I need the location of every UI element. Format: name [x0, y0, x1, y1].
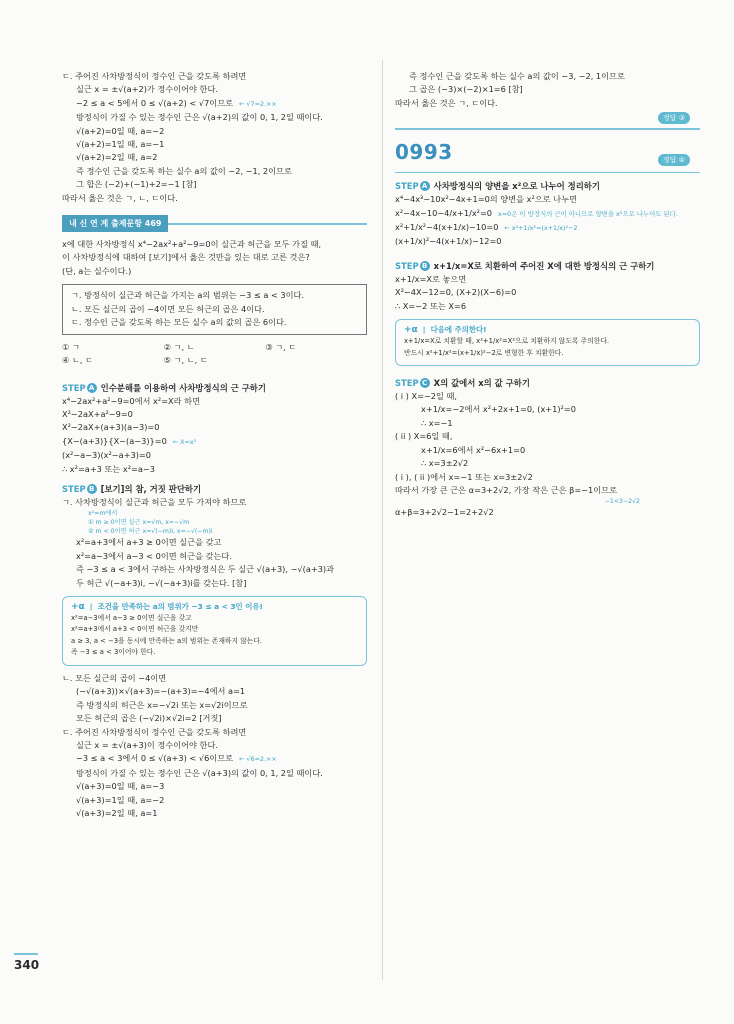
text-line: [62, 739, 367, 752]
text-line: [395, 457, 700, 470]
step-label: STEP: [62, 483, 86, 494]
answer-choices: [62, 341, 367, 367]
text-line: [395, 444, 700, 457]
text-line: ㄱ. 방정식이 실근과 허근을 가지는 a의 범위는 −3 ≤ a < 3이다.: [71, 290, 305, 301]
step-b-body: [395, 273, 700, 313]
line-text: 즉 −3 ≤ a < 3에서 구하는 사차방정식은 두 실근 √(a+3), −√(a+3)과: [76, 564, 335, 575]
text-line: [62, 527, 367, 536]
right-top-solution: [395, 70, 700, 110]
line-text: ∴ x=−1: [421, 417, 453, 428]
text-line: [395, 300, 700, 313]
step-c-heading: [395, 376, 700, 390]
line-text: x²=a+3에서 a+3 ≥ 0이면 실근을 갖고: [76, 537, 222, 548]
problem-number: 0993: [395, 139, 453, 164]
line-text: 따라서 가장 큰 근은 α=3+2√2, 가장 작은 근은 β=−1이므로: [395, 484, 617, 495]
line-text: x+1/x=−2에서 x²+2x+1=0, (x+1)²=0: [421, 404, 576, 415]
line-text: ㄷ. 주어진 사차방정식이 정수인 근을 갖도록 하려면: [62, 71, 247, 81]
text-line: x에 대한 사차방정식 x⁴−2ax²+a²−9=0이 실근과 허근을 모두 가질 때,: [62, 239, 322, 250]
step-label: STEP: [395, 378, 419, 389]
line-text: 즉 정수인 근을 갖도록 하는 실수 a의 값이 −3, −2, 1이므로: [409, 71, 625, 81]
line-text: x+1/x=X로 놓으면: [395, 273, 467, 284]
step-a-body: [395, 193, 700, 249]
text-line: [62, 192, 367, 205]
text-line: [62, 577, 367, 590]
text-line: [395, 286, 700, 299]
line-text: 즉 방정식의 허근은 x=−√2i 또는 x=√2i이므로: [76, 699, 248, 710]
text-line: [62, 408, 367, 421]
text-line: [395, 83, 700, 96]
line-text: {X−(a+3)}{X−(a−3)}=0: [62, 435, 167, 446]
plus-alpha-body: [71, 613, 358, 659]
line-text: ② m < 0이면 허근 x=√(−m)i, x=−√(−m)i: [88, 528, 213, 536]
line-text: 방정식이 가질 수 있는 정수인 근은 √(a+2)의 값이 0, 1, 2일 때이다.: [76, 112, 323, 123]
right-column: [395, 70, 700, 520]
line-text: √(a+2)=1일 때, a=−1: [76, 139, 165, 150]
line-text: ( i ) X=−2일 때,: [395, 391, 458, 402]
text-line: [62, 780, 367, 793]
line-text: −2 ≤ a < 5에서 0 ≤ √(a+2) < √7이므로: [76, 97, 234, 108]
section-rule: [395, 128, 700, 130]
text-line: [395, 403, 700, 416]
line-text: 그 합은 (−2)+(−1)+2=−1 [참]: [76, 179, 197, 190]
text-line: [62, 178, 367, 191]
line-text: α+β=3+2√2−1=2+2√2: [395, 507, 494, 518]
line-text: 두 허근 √(−a+3)i, −√(−a+3)i를 갖는다. [참]: [76, 577, 247, 588]
text-line: [395, 235, 700, 248]
answer-choice: ③ ㄱ, ㄷ: [265, 341, 297, 352]
line-text: −1<3−2√2: [604, 498, 640, 506]
step-letter-badge: A: [420, 181, 430, 191]
plus-alpha-box: [395, 319, 700, 366]
line-text: ∴ x=3±2√2: [421, 458, 469, 469]
text-line: a ≥ 3, a < −3을 동시에 만족하는 a의 범위는 존재하지 않는다.: [71, 636, 263, 645]
text-line: [395, 221, 700, 235]
text-line: [62, 536, 367, 549]
step-b-body: [62, 496, 367, 590]
step-title: 사차방정식의 양변을 x²으로 나누어 정리하기: [433, 181, 600, 192]
text-line: [62, 794, 367, 807]
line-text: X²−4X−12=0, (X+2)(X−6)=0: [395, 287, 517, 298]
step-c-body: [395, 390, 700, 520]
left-column: [62, 70, 367, 820]
page-number-rule: [14, 953, 38, 955]
text-line: [62, 550, 367, 563]
step-label: STEP: [62, 382, 86, 393]
text-line: [62, 165, 367, 178]
line-text: √(a+3)=0일 때, a=−3: [76, 781, 165, 792]
step-a-heading: [395, 179, 700, 193]
margin-note: ← √7=2.××: [239, 99, 277, 108]
text-line: [62, 563, 367, 576]
line-text: 그 곱은 (−3)×(−2)×1=6 [참]: [409, 84, 523, 95]
plus-alpha-header: +α | 조건을 만족하는 a의 범위가 −3 ≤ a < 3인 이유!: [71, 601, 263, 612]
line-text: 실근 x = ±√(a+3)이 정수이어야 한다.: [76, 740, 218, 750]
line-text: 모든 허근의 곱은 (−√2i)×√2i=2 [거짓]: [76, 713, 222, 724]
answer-choice: ⑤ ㄱ, ㄴ, ㄷ: [163, 354, 208, 365]
text-line: [62, 699, 367, 712]
text-line: [62, 752, 367, 766]
problem-header: [395, 140, 700, 168]
text-line: [62, 672, 367, 685]
margin-note: ← X=x²: [172, 437, 197, 446]
text-line: [62, 151, 367, 164]
line-text: (−√(a+3))×√(a+3)=−(a+3)=−4에서 a=1: [76, 686, 246, 697]
text-line: [62, 496, 367, 509]
text-line: [62, 767, 367, 780]
text-line: 즉 −3 ≤ a < 3이어야 한다.: [71, 648, 156, 657]
line-text: x²+1/x²−4(x+1/x)−10=0: [395, 222, 499, 233]
step-label: STEP: [395, 260, 419, 271]
text-line: [62, 685, 367, 698]
step-title: [보기]의 참, 거짓 판단하기: [100, 483, 202, 494]
text-line: [395, 97, 700, 110]
line-text: 실근 x = ±√(a+2)가 정수이어야 한다.: [76, 84, 218, 95]
text-line: [395, 430, 700, 443]
text-line: [62, 70, 367, 83]
step-title: X의 값에서 x의 값 구하기: [433, 378, 530, 389]
answer-choice: ④ ㄴ, ㄷ: [62, 354, 93, 365]
text-line: [395, 484, 700, 497]
text-line: [62, 712, 367, 725]
answer-badge: 정답 ④: [658, 154, 690, 166]
plus-alpha-icon: +α: [71, 601, 85, 612]
line-text: x²−4x−10−4/x+1/x²=0: [395, 207, 493, 218]
text-line: [62, 395, 367, 408]
section-rule: [395, 172, 700, 174]
step-letter-badge: A: [87, 383, 97, 393]
step-label: STEP: [395, 181, 419, 192]
text-line: [62, 125, 367, 138]
line-text: √(a+2)=0일 때, a=−2: [76, 125, 165, 136]
text-line: [62, 726, 367, 739]
text-line: [395, 207, 700, 221]
text-line: [395, 193, 700, 206]
answer-line-1: [395, 110, 700, 124]
line-text: x+1/x=6에서 x²−6x+1=0: [421, 444, 526, 455]
line-text: ∴ x²=a+3 또는 x²=a−3: [62, 463, 155, 474]
line-text: x⁴−2ax²+a²−9=0에서 x²=X라 하면: [62, 395, 200, 406]
line-text: ( ii ) X=6일 때,: [395, 431, 453, 442]
line-text: x²=a−3에서 a−3 < 0이면 허근을 갖는다.: [76, 550, 232, 561]
margin-note: ← √6=2.××: [239, 755, 277, 764]
answer-choice: ② ㄱ, ㄴ: [163, 341, 195, 352]
margin-note: x=0은 이 방정식의 근이 아니므로 양변을 x²으로 나누어도 된다.: [498, 209, 678, 218]
text-line: [62, 518, 367, 527]
bogi-box: [62, 284, 367, 334]
step-letter-badge: C: [420, 378, 430, 388]
text-line: 반드시 x²+1/x²=(x+1/x)²−2로 변형한 후 치환한다.: [404, 348, 564, 357]
line-text: 방정식이 가질 수 있는 정수인 근은 √(a+3)의 값이 0, 1, 2일 때이다.: [76, 767, 323, 778]
text-line: [395, 497, 700, 506]
line-text: ㄱ. 사차방정식이 실근과 허근을 모두 가져야 하므로: [62, 496, 247, 507]
step-a-heading: [62, 381, 367, 395]
plus-alpha-title: 다음에 주의한다!: [430, 325, 487, 335]
text-line: [62, 138, 367, 151]
step-title: 인수분해를 이용하여 사차방정식의 근 구하기: [100, 382, 266, 393]
plus-alpha-header: +α | 다음에 주의한다!: [404, 325, 487, 336]
plus-alpha-icon: +α: [404, 325, 418, 336]
line-text: √(a+3)=2일 때, a=1: [76, 808, 158, 819]
text-line: x²=a−3에서 a−3 ≥ 0이면 실근을 갖고: [71, 613, 192, 622]
text-line: ㄴ. 모든 실근의 곱이 −4이면 모든 허근의 곱은 4이다.: [71, 303, 265, 314]
margin-note: ← x²+1/x²=(x+1/x)²−2: [504, 224, 578, 233]
step-title: x+1/x=X로 치환하여 주어진 X에 대한 방정식의 근 구하기: [433, 260, 655, 271]
plus-alpha-title: 조건을 만족하는 a의 범위가 −3 ≤ a < 3인 이유!: [97, 601, 263, 611]
text-line: [62, 421, 367, 434]
step-b-heading: [62, 482, 367, 496]
line-text: ㄷ. 주어진 사차방정식이 정수인 근을 갖도록 하려면: [62, 726, 247, 737]
line-text: X²−2aX+(a+3)(a−3)=0: [62, 422, 160, 433]
text-line: [62, 83, 367, 96]
line-text: ① m ≥ 0이면 실근 x=√m, x=−√m: [88, 519, 190, 527]
line-text: ㄴ. 모든 실근의 곱이 −4이면: [62, 672, 167, 683]
line-text: 따라서 옳은 것은 ㄱ, ㄴ, ㄷ이다.: [62, 192, 178, 203]
text-line: (단, a는 실수이다.): [62, 265, 132, 276]
answer-choice: ① ㄱ: [62, 341, 80, 352]
step-letter-badge: B: [87, 484, 97, 494]
plus-alpha-body: [404, 336, 691, 359]
line-text: ∴ X=−2 또는 X=6: [395, 300, 467, 311]
line-text: 즉 정수인 근을 갖도록 하는 실수 a의 값이 −2, −1, 2이므로: [76, 165, 292, 176]
column-divider: [382, 60, 383, 980]
text-line: [395, 417, 700, 430]
text-line: x²=a+3에서 a+3 < 0이면 허근을 갖지만: [71, 625, 199, 634]
line-text: x⁴−4x³−10x²−4x+1=0의 양변을 x²으로 나누면: [395, 194, 577, 205]
left-remaining-solution: [62, 672, 367, 820]
line-text: ( i ), ( ii )에서 x=−1 또는 x=3±2√2: [395, 471, 533, 482]
line-text: √(a+2)=2일 때, a=2: [76, 152, 158, 163]
text-line: [395, 70, 700, 83]
step-letter-badge: B: [420, 261, 430, 271]
question-header-rule: [168, 223, 367, 225]
step-b-heading: [395, 259, 700, 273]
line-text: (x²−a−3)(x²−a+3)=0: [62, 450, 151, 461]
answer-badge: 정답 ③: [658, 112, 690, 124]
question-header: [62, 215, 367, 232]
text-line: [62, 449, 367, 462]
text-line: [62, 97, 367, 111]
line-text: X²−2aX+a²−9=0: [62, 408, 133, 419]
left-top-solution: [62, 70, 367, 205]
text-line: [395, 506, 700, 519]
line-text: 따라서 옳은 것은 ㄱ, ㄷ이다.: [395, 97, 498, 108]
text-line: x+1/x=X로 치환할 때, x²+1/x²=X²으로 치환하지 않도록 주의한다.: [404, 337, 610, 346]
text-line: [395, 390, 700, 403]
plus-alpha-box: [62, 596, 367, 666]
text-line: [62, 111, 367, 124]
page-number: 340: [14, 958, 40, 972]
line-text: √(a+3)=1일 때, a=−2: [76, 794, 165, 805]
line-text: (x+1/x)²−4(x+1/x)−12=0: [395, 236, 502, 247]
line-text: −3 ≤ a < 3에서 0 ≤ √(a+3) < √6이므로: [76, 753, 234, 764]
text-line: [62, 807, 367, 820]
text-line: [62, 435, 367, 449]
text-line: [395, 471, 700, 484]
text-line: [62, 463, 367, 476]
line-text: x²=m에서: [88, 510, 118, 518]
step-a-body: [62, 395, 367, 476]
question-tag: 내 신 연 계 출제문항 469: [62, 215, 168, 232]
text-line: 이 사차방정식에 대하여 [보기]에서 옳은 것만을 있는 대로 고른 것은?: [62, 252, 310, 263]
text-line: [395, 273, 700, 286]
text-line: ㄷ. 정수인 근을 갖도록 하는 모든 실수 a의 값의 곱은 6이다.: [71, 317, 287, 328]
question-text: [62, 238, 367, 278]
text-line: [62, 509, 367, 518]
